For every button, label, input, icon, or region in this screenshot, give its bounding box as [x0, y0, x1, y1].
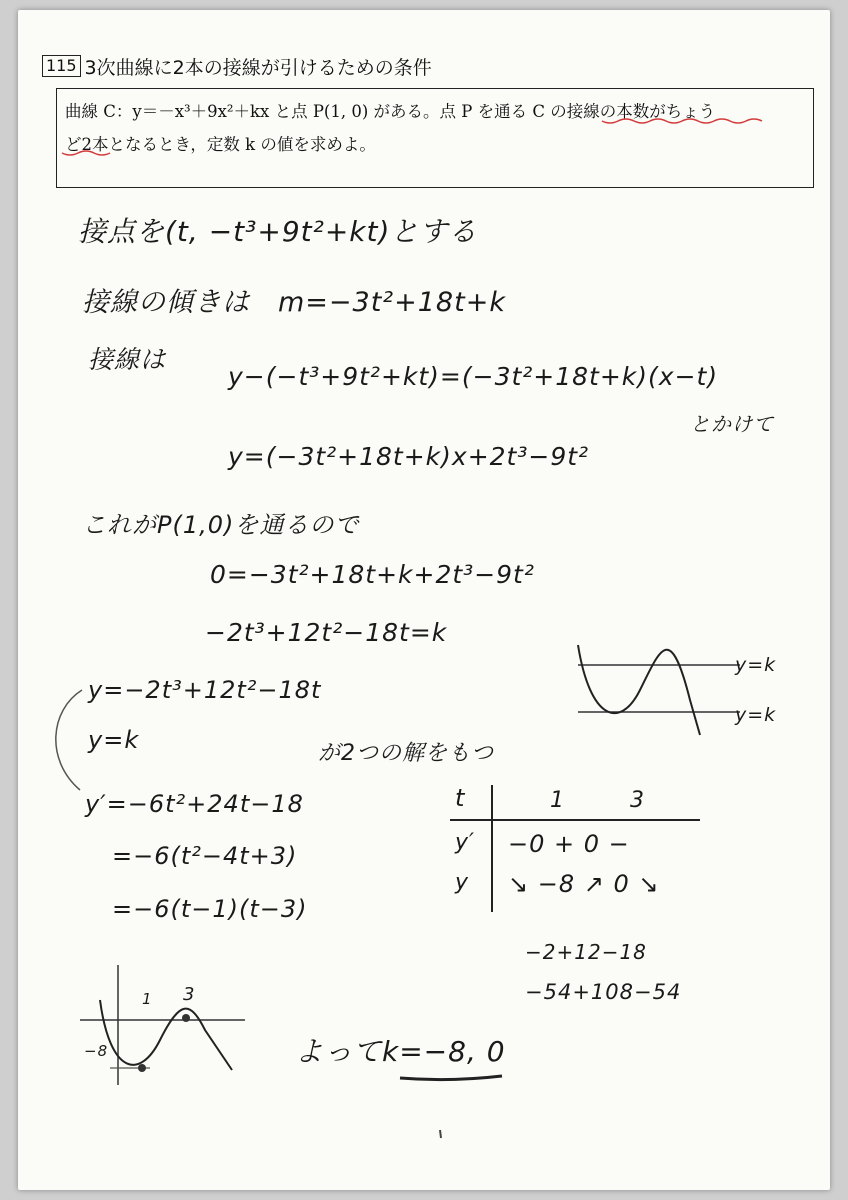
table-head-3: 3: [630, 788, 645, 813]
statement-line-2: ど2本となるとき，定数 k の値を求めよ。: [65, 135, 376, 154]
hw-final-answer: よってk=−8, 0: [295, 1035, 506, 1068]
red-underline-2: [62, 151, 110, 155]
graph2-tick-1: 1: [142, 990, 153, 1008]
hw-line-passes-p: これがP(1,0)を通るので: [82, 511, 360, 539]
graph2-tick-3: 3: [183, 984, 196, 1005]
hw-line-kakete: とかけて: [690, 412, 774, 436]
hw-line-slope: 接線の傾きは m=−3t²+18t+k: [82, 287, 506, 318]
table-head-1: 1: [550, 788, 565, 813]
table-row1-label: y′: [455, 830, 476, 855]
hw-derivative-1: y′=−6t²+24t−18: [85, 790, 304, 818]
table-row1-values: −0 + 0 −: [508, 830, 630, 858]
system-bracket: [56, 690, 82, 790]
hw-system-note: が2つの解をもつ: [318, 741, 494, 766]
hw-line-tangent-simplified: y=(−3t²+18t+k)x+2t³−9t²: [228, 442, 590, 471]
hw-derivative-2: =−6(t²−4t+3): [112, 842, 298, 870]
problem-title: 3次曲線に2本の接線が引けるための条件: [84, 56, 432, 79]
hw-line-tangent-label: 接線は: [88, 345, 167, 374]
hw-calc-2: −54+108−54: [525, 980, 682, 1004]
graph-label-upper: y=k: [735, 654, 777, 676]
statement-line-1: 曲線 C：y＝－x³＋9x²＋kx と点 P(1, 0) がある。点 P を通る C の接線の本数がちょう: [65, 102, 716, 121]
hw-line-k-equation: −2t³+12t²−18t=k: [205, 618, 448, 647]
hw-system-eq-2: y=k: [88, 726, 140, 754]
hw-line-substitute: 0=−3t²+18t+k+2t³−9t²: [210, 560, 535, 589]
derivative-graph-sketch: [80, 965, 245, 1085]
hw-line-tangent-eq: y−(−t³+9t²+kt)=(−3t²+18t+k)(x−t): [228, 362, 719, 391]
hw-system-eq-1: y=−2t³+12t²−18t: [88, 676, 322, 704]
stray-mark: [440, 1130, 441, 1138]
cubic-graph-sketch: [578, 645, 740, 735]
hw-line-tangent-point: 接点を(t, −t³+9t²+kt)とする: [78, 215, 478, 248]
problem-number: 115: [42, 55, 81, 77]
red-underline-1: [602, 119, 762, 123]
table-row2-values: ↘ −8 ↗ 0 ↘: [508, 870, 660, 898]
table-head-t: t: [455, 784, 466, 812]
hw-calc-1: −2+12−18: [525, 940, 647, 964]
hw-derivative-3: =−6(t−1)(t−3): [112, 895, 308, 923]
answer-underline: [400, 1076, 502, 1080]
table-row2-label: y: [455, 870, 470, 895]
graph-label-lower: y=k: [735, 704, 777, 726]
graph2-y-label: −8: [84, 1042, 109, 1060]
